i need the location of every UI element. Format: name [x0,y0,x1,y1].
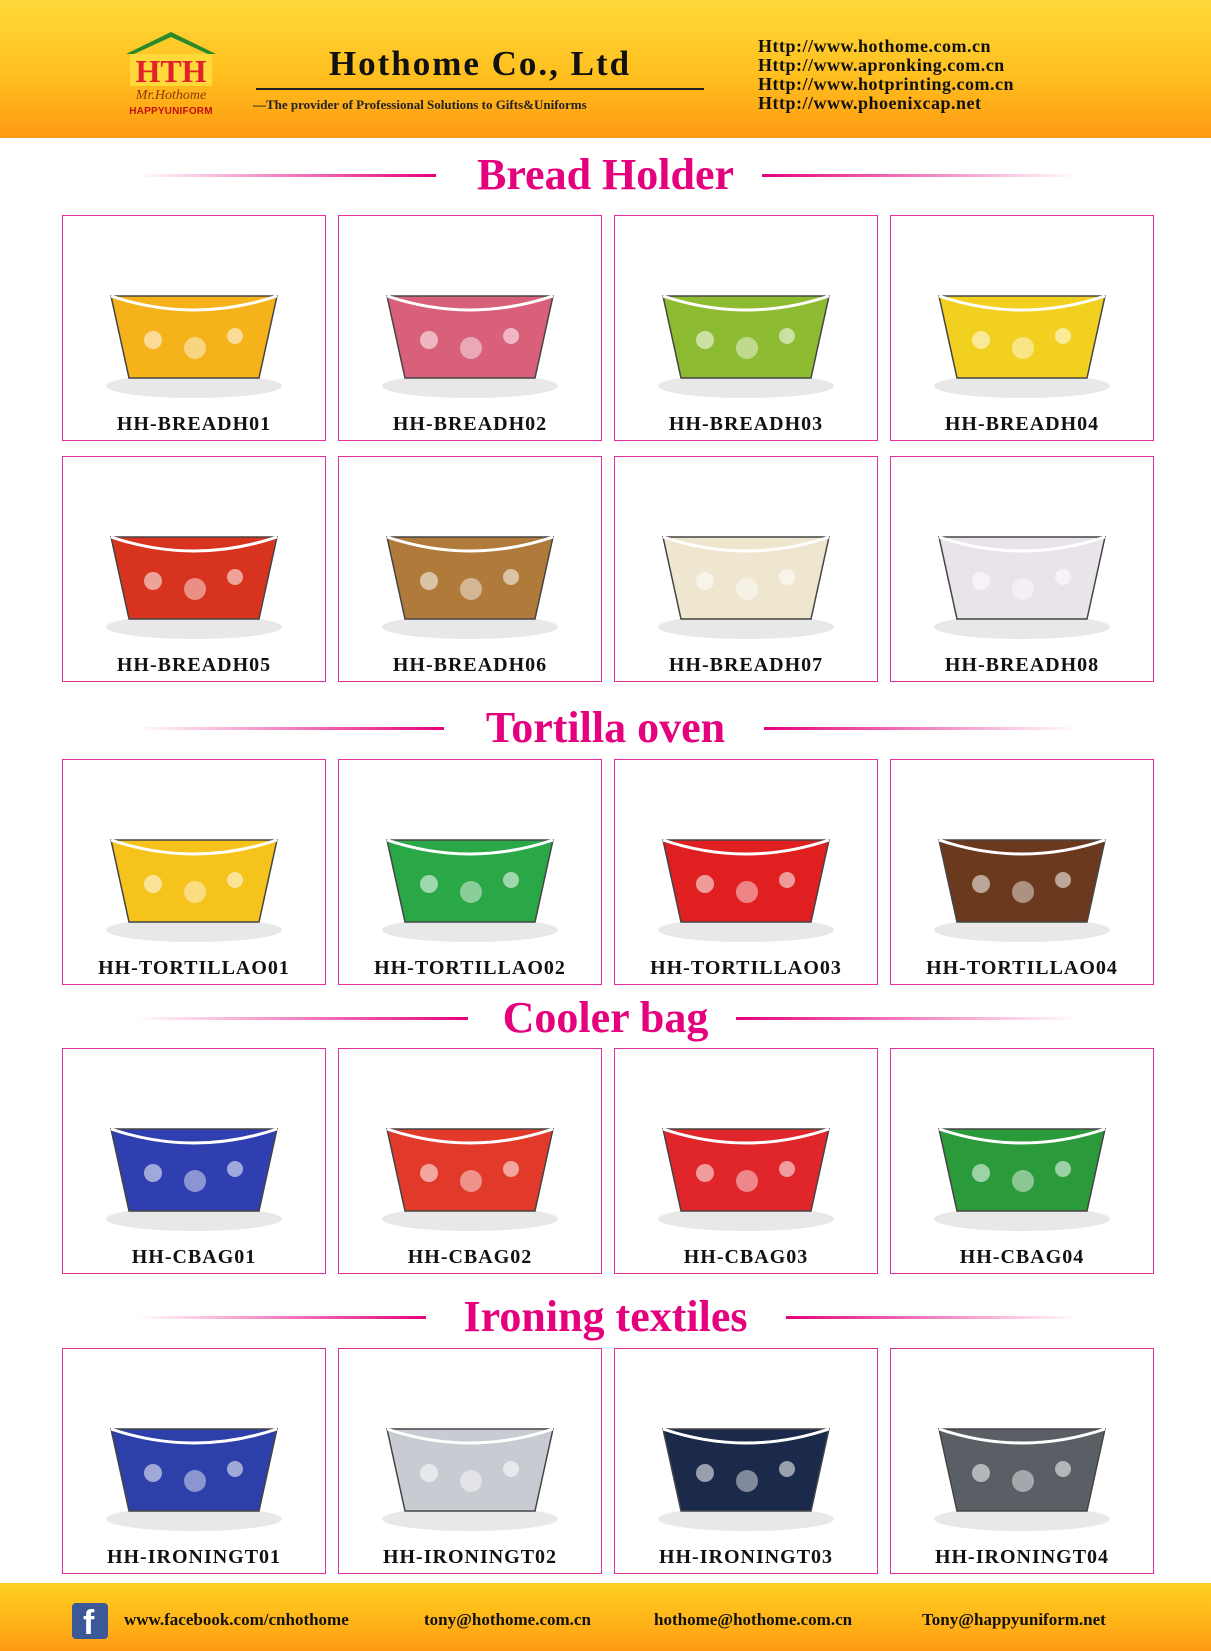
product-card[interactable] [338,215,602,441]
bread-basket-lavender-icon [911,236,1133,410]
product-card[interactable] [338,1048,602,1274]
product-card[interactable] [890,1348,1154,1574]
product-code: HH-TORTILLAO02 [374,957,566,979]
email-link[interactable]: hothome@hothome.com.cn [654,1610,853,1629]
product-card[interactable] [890,215,1154,441]
product-code: HH-TORTILLAO03 [650,957,842,979]
stacked-coolers-icon [911,1069,1133,1243]
logo-brand: Mr.Hothome [135,88,207,103]
section-title-bread-holder: Bread Holder [0,150,1211,200]
company-logo [112,30,230,126]
ironing-cover-blue-strap-icon [83,1369,305,1543]
ironing-board-cover-icon [359,1369,581,1543]
website-link[interactable]: Http://www.phoenixcap.net [758,93,982,113]
section-title-cooler-bag: Cooler bag [0,993,1211,1043]
hanging-ironing-mat-icon [911,1369,1133,1543]
product-code: HH-BREADH07 [668,654,824,676]
logo-sub: HAPPYUNIFORM [129,106,213,117]
product-card[interactable] [890,1048,1154,1274]
product-code: HH-BREADH03 [668,413,824,435]
website-link[interactable]: Http://www.apronking.com.cn [758,55,1005,75]
product-code: HH-CBAG03 [683,1246,809,1268]
red-tortilla-warmer-icon [635,780,857,954]
website-link[interactable]: Http://www.hotprinting.com.cn [758,74,1015,94]
product-card[interactable] [62,759,326,985]
company-rule [256,88,704,90]
product-card[interactable] [338,1348,602,1574]
brown-sun-tortilla-warmer-icon [911,780,1133,954]
product-code: HH-CBAG04 [959,1246,1085,1268]
canvas-bowl-icon [635,477,857,651]
product-code: HH-IRONINGT01 [106,1546,282,1568]
product-code: HH-IRONINGT03 [658,1546,834,1568]
bagel-basket-icon [359,477,581,651]
product-card[interactable] [614,1348,878,1574]
product-card[interactable] [62,456,326,682]
facebook-icon[interactable]: f [72,1603,108,1639]
product-code: HH-BREADH08 [944,654,1100,676]
svg-text:HTH: HTH [135,53,207,88]
section-title-tortilla-oven: Tortilla oven [0,703,1211,753]
sun-tortilla-warmer-icon [83,780,305,954]
red-tote-cooler-icon [635,1069,857,1243]
product-code: HH-TORTILLAO01 [98,957,290,979]
website-links [758,37,1014,113]
house-logo-icon [122,30,220,88]
fabric-baskets-icon [83,477,305,651]
product-code: HH-BREADH01 [116,413,272,435]
product-code: HH-IRONINGT04 [934,1546,1110,1568]
product-card[interactable] [62,1048,326,1274]
page-header [0,0,1211,138]
product-code: HH-BREADH05 [116,654,272,676]
product-card[interactable] [62,215,326,441]
round-floral-bowl-icon [911,477,1133,651]
red-cooler-icon [359,1069,581,1243]
product-card[interactable] [890,759,1154,985]
product-code: HH-IRONINGT02 [382,1546,558,1568]
product-code: HH-BREADH06 [392,654,548,676]
page-footer [0,1583,1211,1651]
bread-basket-yellow-icon [83,236,305,410]
folded-ironing-pad-icon [635,1369,857,1543]
facebook-link[interactable]: www.facebook.com/cnhothome [124,1610,349,1629]
email-link[interactable]: tony@hothome.com.cn [424,1610,591,1629]
product-card[interactable] [338,456,602,682]
product-code: HH-BREADH02 [392,413,548,435]
email-link[interactable]: Tony@happyuniform.net [922,1610,1106,1629]
product-card[interactable] [62,1348,326,1574]
product-card[interactable] [614,215,878,441]
pepper-tortilla-warmer-icon [359,780,581,954]
product-code: HH-BREADH04 [944,413,1100,435]
product-card[interactable] [614,759,878,985]
product-code: HH-CBAG01 [131,1246,257,1268]
company-name: Hothome Co., Ltd [328,44,632,83]
product-card[interactable] [338,759,602,985]
product-code: HH-TORTILLAO04 [926,957,1118,979]
product-card[interactable] [890,456,1154,682]
product-card[interactable] [614,456,878,682]
product-card[interactable] [614,1048,878,1274]
company-tagline: —The provider of Professional Solutions to Gifts&Uniforms [253,97,587,112]
bread-basket-olive-icon [635,236,857,410]
product-code: HH-CBAG02 [407,1246,533,1268]
section-title-ironing-textiles: Ironing textiles [0,1292,1211,1342]
blue-yellow-cooler-icon [83,1069,305,1243]
bread-basket-floral-icon [359,236,581,410]
website-link[interactable]: Http://www.hothome.com.cn [758,36,991,56]
